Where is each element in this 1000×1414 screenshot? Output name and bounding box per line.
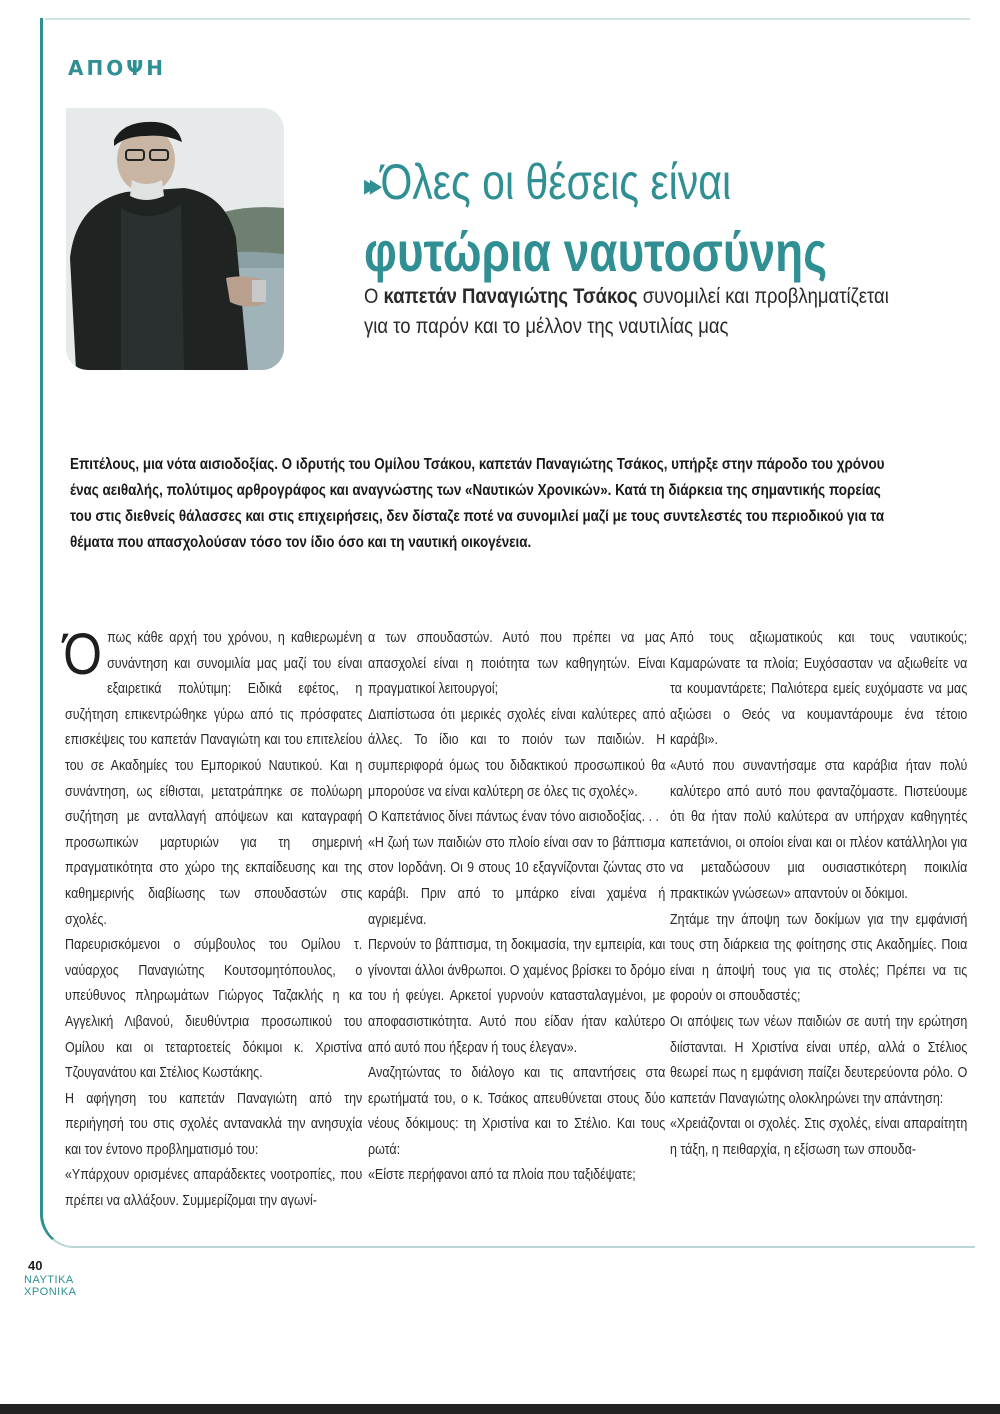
body-paragraph: α των σπουδαστών. Αυτό που πρέπει να μας απασχολεί είναι η ποιότητα των καθηγητών. Είναι πραγματικοί λειτουργοί; — [368, 630, 666, 698]
body-paragraph: Περνούν το βάπτισμα, τη δοκιμασία, την εμπειρία, και γίνονται άλλοι άνθρωποι. Ο χαμένος βρίσκει το δρόμο του ή φεύγει. Αρκετοί γυρνούν κατασταλαγμένοι, με αποφασιστικότητα. Αυτό που είδαν ήταν καλύτερο από αυτό που ήξεραν ή τους έλεγαν». — [368, 937, 666, 1056]
magazine-name-line-2: ΧΡΟΝΙΚΑ — [24, 1286, 77, 1298]
body-paragraph: Αναζητώντας το διάλογο και τις απαντήσεις στα ερωτήματά του, ο κ. Τσάκος απευθύνεται στους δύο νέους δόκιμους: τη Χριστίνα και το Στέλιο. Και τους ρωτά: — [368, 1065, 666, 1158]
subtitle-name: καπετάν Παναγιώτης Τσάκος — [383, 285, 638, 308]
body-paragraph: «Είστε περήφανοι από τα πλοία που ταξιδέψατε; — [368, 1167, 636, 1184]
subtitle-rest: συνομιλεί και προβληματίζεται για το παρόν και το μέλλον της ναυτιλίας μας — [364, 285, 889, 338]
body-paragraph: Όπως κάθε αρχή του χρόνου, η καθιερωμένη συνάντηση και συνομιλία μας μαζί του είναι εξαιρετικά πολύτιμη: Ειδικά εφέτος, η συζήτηση επικεντρώθηκε γύρω από τις πρόσφατες επισκέψεις του καπετάν Παναγιώτη και του επιτελείου του σε Ακαδημίες του Εμπορικού Ναυτικού. Και η συνάντηση, ως είθισται, μετατράπηκε σε πολύωρη συζήτηση με ανταλλαγή απόψεων και καταγραφή προσωπικών μαρτυριών για τη σημερινή πραγματικότητα στο χώρο της εκπαίδευσης και της καθημερινής διαβίωσης των σπουδαστών στις σχολές. — [63, 622, 363, 928]
column-2 — [368, 626, 666, 1189]
portrait-photo — [66, 108, 284, 370]
column-3 — [670, 626, 968, 1163]
body-paragraph: Ο Καπετάνιος δίνει πάντως έναν τόνο αισιοδοξίας. . . — [368, 809, 660, 826]
body-paragraph: Παρευρισκόμενοι ο σύμβουλος του Ομίλου τ. ναύαρχος Παναγιώτης Κουτσομητόπουλος, ο υπεύθυνος πληρωμάτων Γιώργος Ταζακλής η κα Αγγελική Λιβανού, διευθύντρια προσωπικού του Ομίλου και οι τεταρτοετείς δόκιμοι κ. Χριστίνα Τζουγανάτου και Στέλιος Κωστάκης. — [65, 937, 363, 1082]
article-subtitle — [364, 282, 910, 342]
page-number: 40 — [28, 1258, 43, 1273]
body-paragraph: «Η ζωή των παιδιών στο πλοίο είναι σαν το βάπτισμα στον Ιορδάνη. Οι 9 στους 10 εξαγνίζονται ζώντας στο καράβι. Πριν από το μπάρκο είναι χαμένα ή αγριεμένα. — [368, 834, 666, 928]
body-paragraph: Από τους αξιωματικούς και τους ναυτικούς; Καμαρώνατε τα πλοία; Ευχόσασταν να αξιωθείτε να τα κουμαντάρετε; Παλιότερα εμείς ευχόμαστε να μας αξιώσει ο Θεός να κουμαντάρουμε ένα τέτοιο καράβι». — [670, 630, 968, 749]
double-chevron-right-icon: ▸▸ — [364, 168, 376, 202]
title-line-1: Όλες οι θέσεις είναι — [380, 154, 732, 210]
body-paragraph: Διαπίστωσα ότι μερικές σχολές είναι καλύτερες από άλλες. Το ίδιο και το ποιόν των παιδιών. Η συμπεριφορά όμως του διδακτικού προσωπικού θα μπορούσε να είναι καλύτερη σε όλες τις σχολές». — [368, 706, 666, 800]
magazine-name-line-1: ΝΑΥΤΙΚΑ — [24, 1274, 74, 1286]
body-paragraph: Ζητάμε την άποψη των δοκίμων για την εμφάνισή τους στη διάρκεια της φοίτησης στις Ακαδημίες. Ποια είναι η άποψή τους για τις στολές; Πρέπει να τις φορούν οι σπουδαστές; — [670, 911, 968, 1005]
body-paragraph: «Αυτό που συναντήσαμε στα καράβια ήταν πολύ καλύτερο από αυτό που φανταζόμαστε. Πιστεύουμε ότι θα ήταν πολύ καλύτερα αν υπήρχαν καθηγητές καπετάνιοι, οι οποίοι είναι και οι πλέον κατάλληλοι για να μεταδώσουν μια ουσιαστικότερη ποικιλία πρακτικών γνώσεων» απαντούν οι δόκιμοι. — [670, 757, 968, 902]
lead-paragraph: Επιτέλους, μια νότα αισιοδοξίας. Ο ιδρυτής του Ομίλου Τσάκου, καπετάν Παναγιώτης Τσάκος, υπήρξε στην πάροδο του χρόνου ένας αειθαλής, πολύτιμος αρθρογράφος και αναγνώστης των «Ναυτικών Χρονικών». Κατά τη διάρκεια της σημαντικής πορείας του στις διεθνείς θάλασσες και στις επιχειρήσεις, δεν δίσταζε ποτέ να συνομιλεί μαζί με τους συντελεστές του περιοδικού για τα θέματα που απασχολούσαν τόσο τον ίδιο όσο και τη ναυτική οικογένεια. — [70, 456, 885, 551]
article-title — [364, 152, 964, 284]
subtitle-prefix: Ο — [364, 285, 384, 308]
bottom-bar — [0, 1404, 1000, 1414]
top-rule — [45, 18, 970, 20]
body-paragraph: «Υπάρχουν ορισμένες απαράδεκτες νοοτροπίες, που πρέπει να αλλάξουν. Συμμερίζομαι την αγωνί- — [65, 1167, 363, 1210]
portrait-illustration — [66, 108, 284, 370]
column-1 — [63, 622, 363, 1215]
body-paragraph: «Χρειάζονται οι σχολές. Στις σχολές, είναι απαραίτητη η τάξη, η πειθαρχία, η εξίσωση των σπουδα- — [670, 1116, 968, 1158]
body-paragraph: Η αφήγηση του καπετάν Παναγιώτη από την περιήγησή του στις σχολές αντανακλά την ανησυχία και τον έντονο προβληματισμό του: — [65, 1090, 363, 1158]
drop-cap: Ό — [63, 622, 102, 687]
title-line-2: φυτώρια ναυτοσύνης — [364, 219, 828, 283]
section-label: ΑΠΟΨΗ — [68, 56, 166, 80]
body-paragraph: Οι απόψεις των νέων παιδιών σε αυτή την ερώτηση διίστανται. Η Χριστίνα είναι υπέρ, αλλά ο Στέλιος θεωρεί πως η εμφάνιση παίζει δευτερεύοντα ρόλο. Ο καπετάν Παναγιώτης ολοκληρώνει την απάντηση: — [670, 1013, 968, 1107]
